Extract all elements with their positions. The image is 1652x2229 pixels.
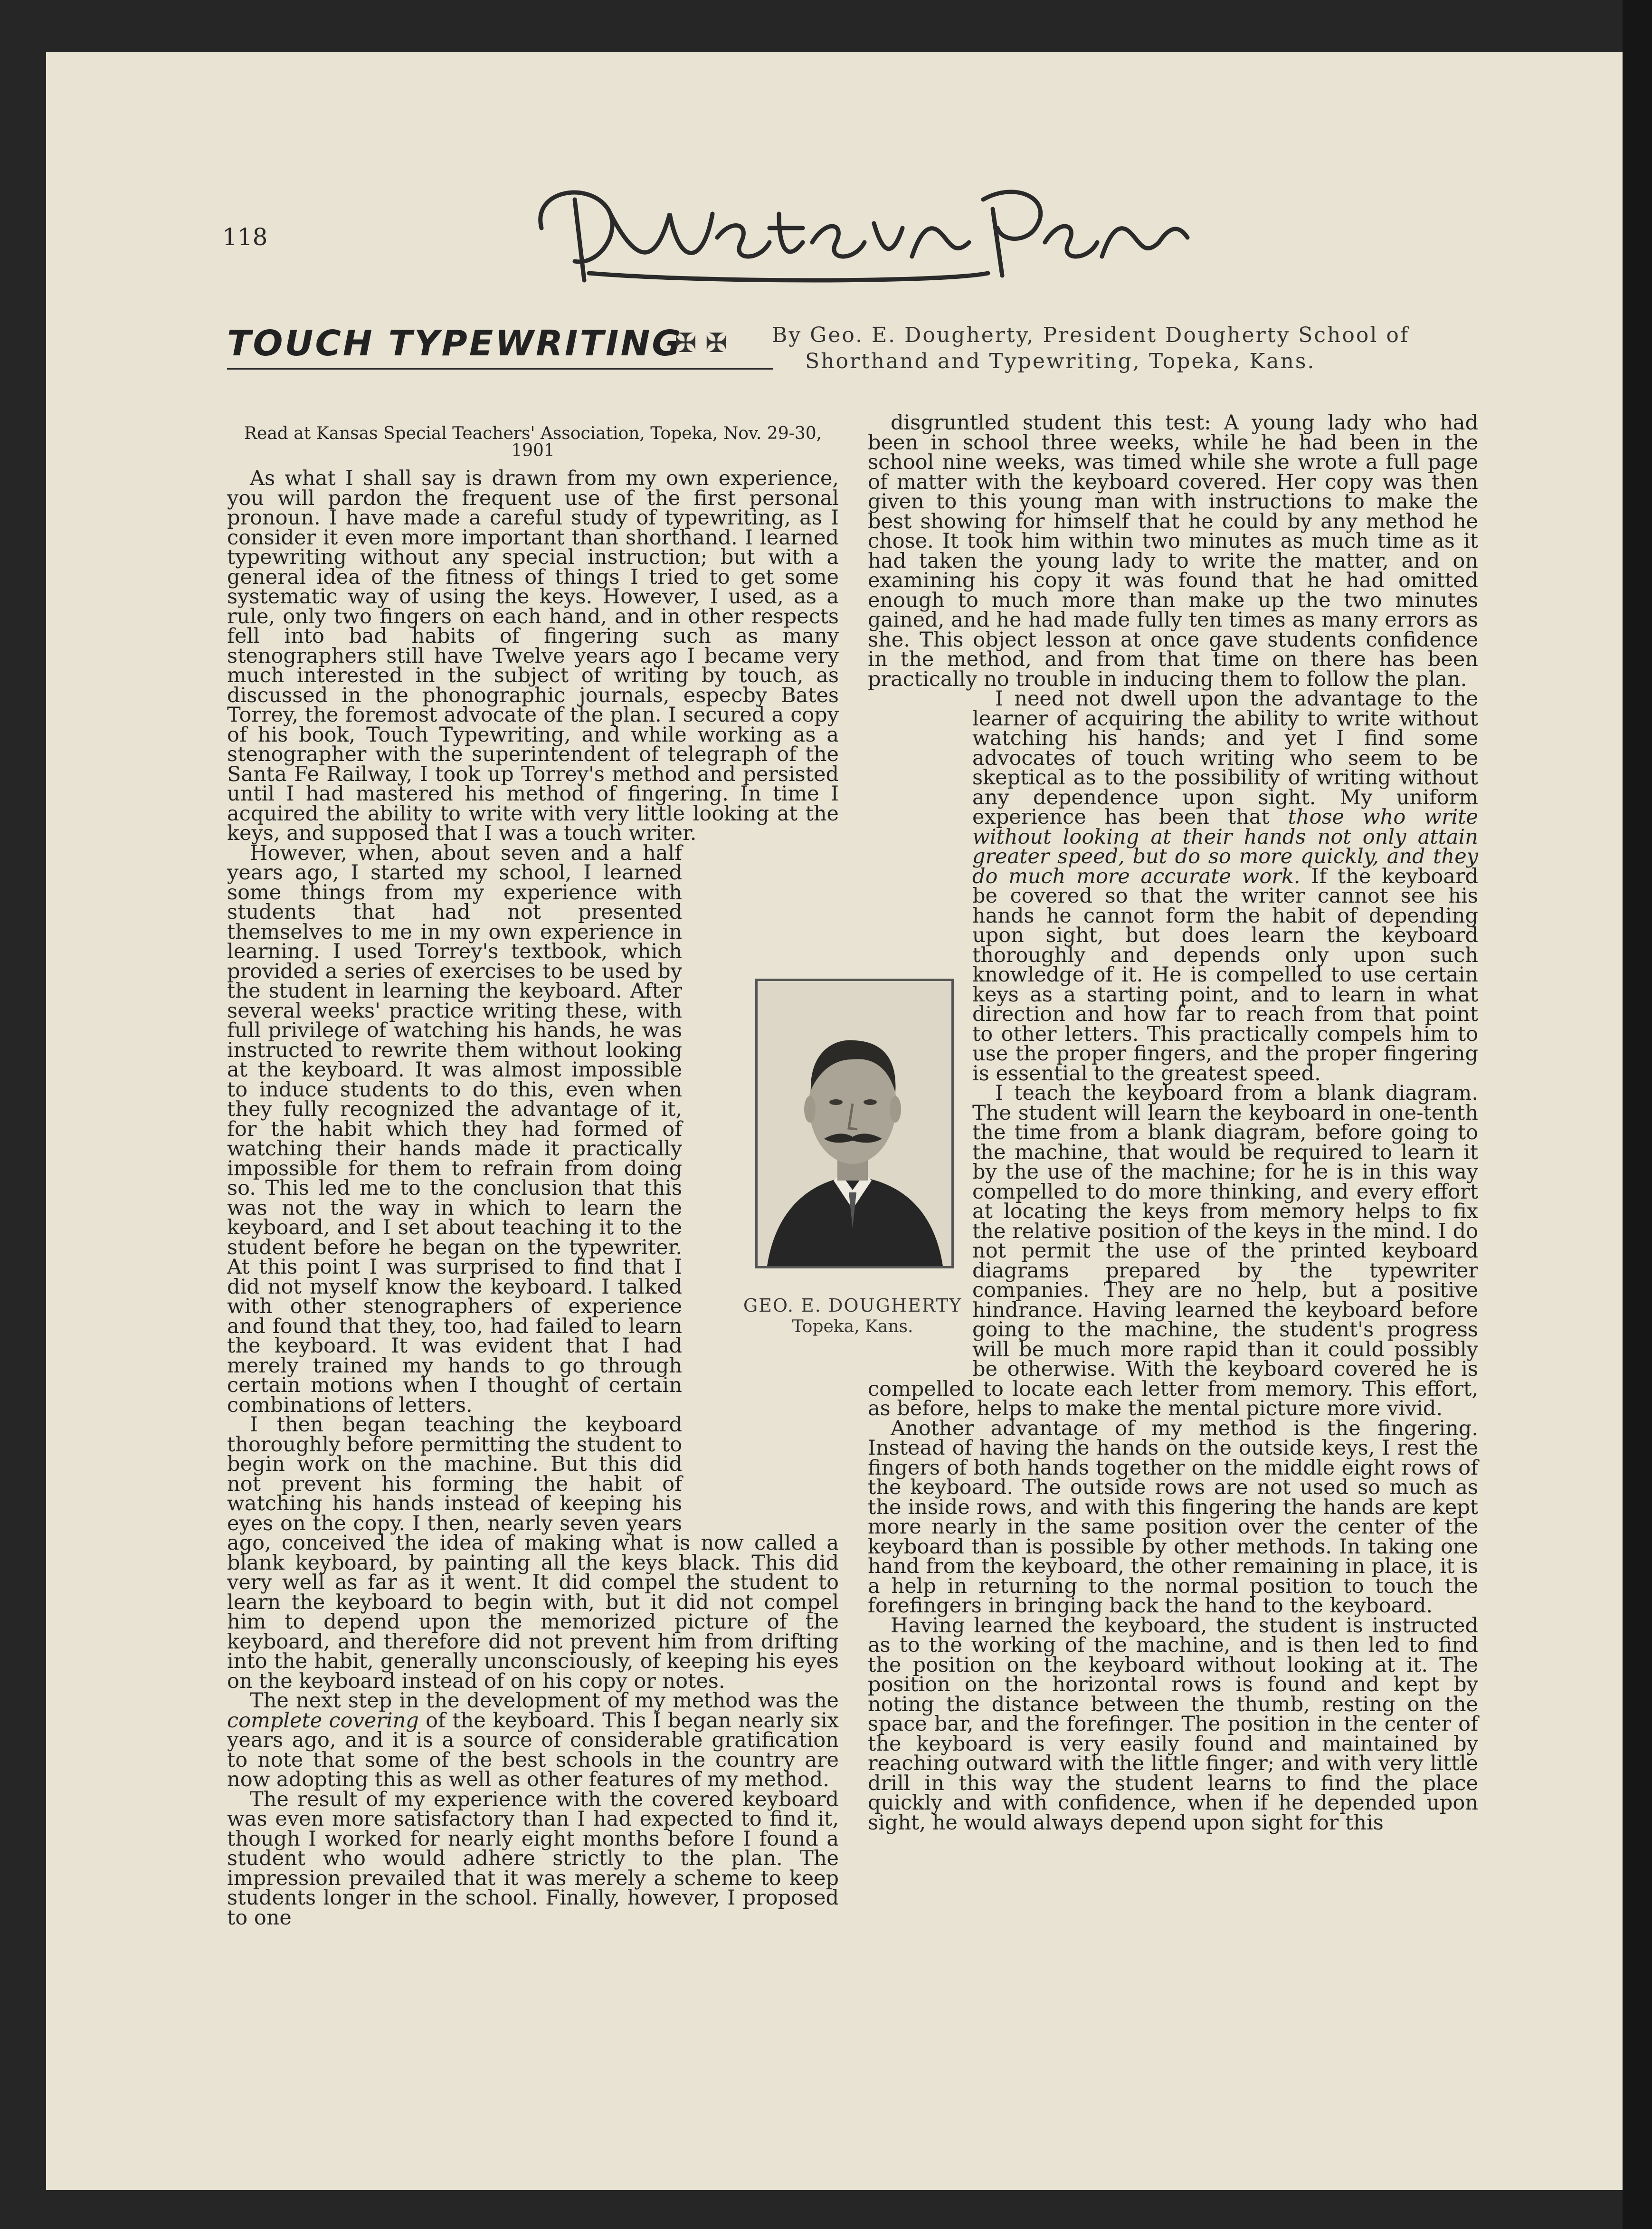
paragraph: Having learned the keyboard, the student is instructed as to the working of the machine, and is then led to find the position on the keyboard without looking at it. The position on the horizontal rows is found and kept by noting the distance between the thumb, resting on the space bar, and the forefinger. The position in the center of the keyboard is very easily found and maintained by reaching outward with the little finger; and with very little drill in this way the student learns to find the place quickly and with confidence, when if he depended upon sight, he would always depend upon sight for this [868, 1613, 1478, 1835]
portrait-frame [755, 979, 954, 1268]
page-number: 118 [222, 223, 268, 251]
byline-line-2: Shorthand and Typewriting, Topeka, Kans. [805, 349, 1316, 373]
paragraph: disgruntled student this test: A young lady who had been in school three weeks, while he had been in the school nine weeks, was timed while she wrote a full page of matter with the keyboard covered. Her copy was then given to this young man with instructions to make the best showing for himself that he could by any method he chose. It took him within two minutes as much time as it had taken the young lady to write the matter, and on examining his copy it was found that he had omitted enough to much more than make up the two minutes gained, and he had made fully ten times as many errors as she. This object lesson at once gave students confidence in the method, and from that time on there has been practically no trouble in inducing them to follow the plan. [868, 411, 1478, 691]
article-title: TOUCH TYPEWRITING [227, 323, 683, 364]
read-at-note: Read at Kansas Special Teachers' Association, Topeka, Nov. 29-30, 1901 [244, 424, 822, 460]
paragraph: I teach the keyboard from a blank diagram. The student will learn the keyboard in one-tenth the time from a blank diagram, before going to the machine, that would be required to learn it by the use of the machine; for he is in this way compelled to do more thinking, and every effort at locating the keys from memory helps to fix the relative position of the keys in the mind. I do not permit the use of the printed keyboard diagrams prepared by the typewriter companies. They are no help, but a positive hindrance. Having learned the keyboard before going to the machine, the student's progress will be much more rapid than it could possibly be otherwise. With the keyboard covered he is compelled to locate each letter from memory. This effort, as before, helps to make the mental picture more vivid. [868, 1081, 1478, 1420]
title-underline [227, 368, 773, 370]
figure-caption-place: Topeka, Kans. [792, 1317, 913, 1336]
paragraph-text: However, when, about seven and a half years ago, I started my school, I learned some things from my experience with students that had not presented themselves to me in my own experience in learning. I used Torrey's textbook, which provided a series of exercises to be used by the student in learning the keyboard. After several weeks' practice writing these, with full privilege of watching his hands, he was instructed to rewrite them without looking at the keyboard. It was almost impossible to induce students to do this, even when they fully recognized the advantage of it, for the habit which they had formed of watching their hands made it practically impossible for them to refrain from doing so. This led me to the conclusion that this was not the way in which to learn the keyboard, and I set about teaching it to the student before he began on the typewriter. At this point I was surprised to find that I did not myself know the keyboard. I talked with other stenographers of experience and found that they, too, had failed to learn the keyboard. It was evident that I had merely trained my hands to go through certain motions when I thought of certain combinations of letters. [227, 841, 682, 1417]
emphasis-text: those who write without looking at their hands not only attain greater speed, but do so more quickly, and they do much more accurate work. [972, 805, 1478, 888]
paragraph: As what I shall say is drawn from my own experience, you will pardon the frequent use of the first personal pronoun. I have made a careful study of typewriting, as I consider it even more important than shorthand. I learned typewriting without any special instruction; but with a general idea of the fitness of things I tried to get some systematic way of using the keys. However, I used, as a rule, only two fingers on each hand, and in other respects fell into bad habits of fingering such as many stenographers still have Twelve years ago I became very much interested in the subject of writing by touch, as discussed in the phonographic journals, especby Bates Torrey, the foremost advocate of the plan. I secured a copy of his book, Touch Typewriting, and while working as a stenographer with the superintendent of telegraph of the Santa Fe Railway, I took up Torrey's method and persisted until I had mastered his method of fingering. In time I acquired the ability to write with very little looking at the keys, and supposed that I was a touch writer. [227, 467, 839, 845]
paragraph: I then began teaching the keyboard thoroughly before permitting the student to begin work on the machine. But this did not prevent his forming the habit of watching his hands instead of keeping his eyes on the copy. I then, nearly seven years ago, conceived the idea of making what is now called a blank keyboard, by painting all the keys black. This did very well as far as it went. It did compel the student to learn the keyboard to begin with, but it did not compel him to depend upon the memorized picture of the keyboard, and therefore did not prevent him from drifting into the habit, generally unconsciously, of keeping his eyes on the keyboard instead of on his copy or notes. [227, 1413, 839, 1693]
paragraph-text: If the keyboard be covered so that the writer cannot see his hands he cannot form the habit of depending upon sight, but does learn the keyboard thoroughly and depends only upon such knowledge of it. He is compelled to use certain keys as a starting point, and to learn in what direction and how far to reach from that point to other letters. This practically compels him to use the proper fingers, and the proper fingering is essential to the greatest speed. [972, 864, 1478, 1086]
paragraph [227, 1691, 839, 1790]
book-spine [1623, 0, 1652, 2229]
title-ornament: ✠ ✠ [674, 328, 728, 359]
emphasis-text: complete covering [227, 1708, 419, 1733]
figure-caption-name: GEO. E. DOUGHERTY [743, 1295, 962, 1316]
paragraph: The result of my experience with the covered keyboard was even more satisfactory than I had expected to find it, though I worked for nearly eight months before I found a student who would adhere strictly to the plan. The impression prevailed that it was merely a scheme to keep students longer in the school. Finally, however, I proposed to one [227, 1787, 839, 1930]
byline-line-1: By Geo. E. Dougherty, President Dougherty School of [772, 323, 1410, 347]
paragraph-text: The next step in the development of my method was the [250, 1689, 839, 1713]
paragraph: Another advantage of my method is the fingering. Instead of having the hands on the outside keys, I rest the fingers of both hands together on the middle eight rows of the keyboard. The outside rows are not used so much as the inside rows, and with this fingering the hands are kept more nearly in the same position over the center of the keyboard than is possible by other methods. In taking one hand from the keyboard, the other remaining in place, it is a help in returning to the normal position to touch the forefingers in bringing back the hand to the keyboard. [868, 1416, 1478, 1618]
portrait-photo [758, 981, 951, 1266]
paragraph-text: I need not dwell upon the advantage to the learner of acquiring the ability to write without watching his hands; and yet I find some advocates of touch writing who seem to be skeptical as to the possibility of writing without any dependence upon sight. My uniform experience has been that [972, 687, 1478, 829]
portrait-figure [746, 979, 964, 1335]
masthead-logo [513, 171, 1197, 295]
paragraph-text: of the keyboard. This I began nearly six years ago, and it is a source of considerable gratification to note that some of the best schools in the country are now adopting this as well as other features of my method. [227, 1708, 839, 1791]
